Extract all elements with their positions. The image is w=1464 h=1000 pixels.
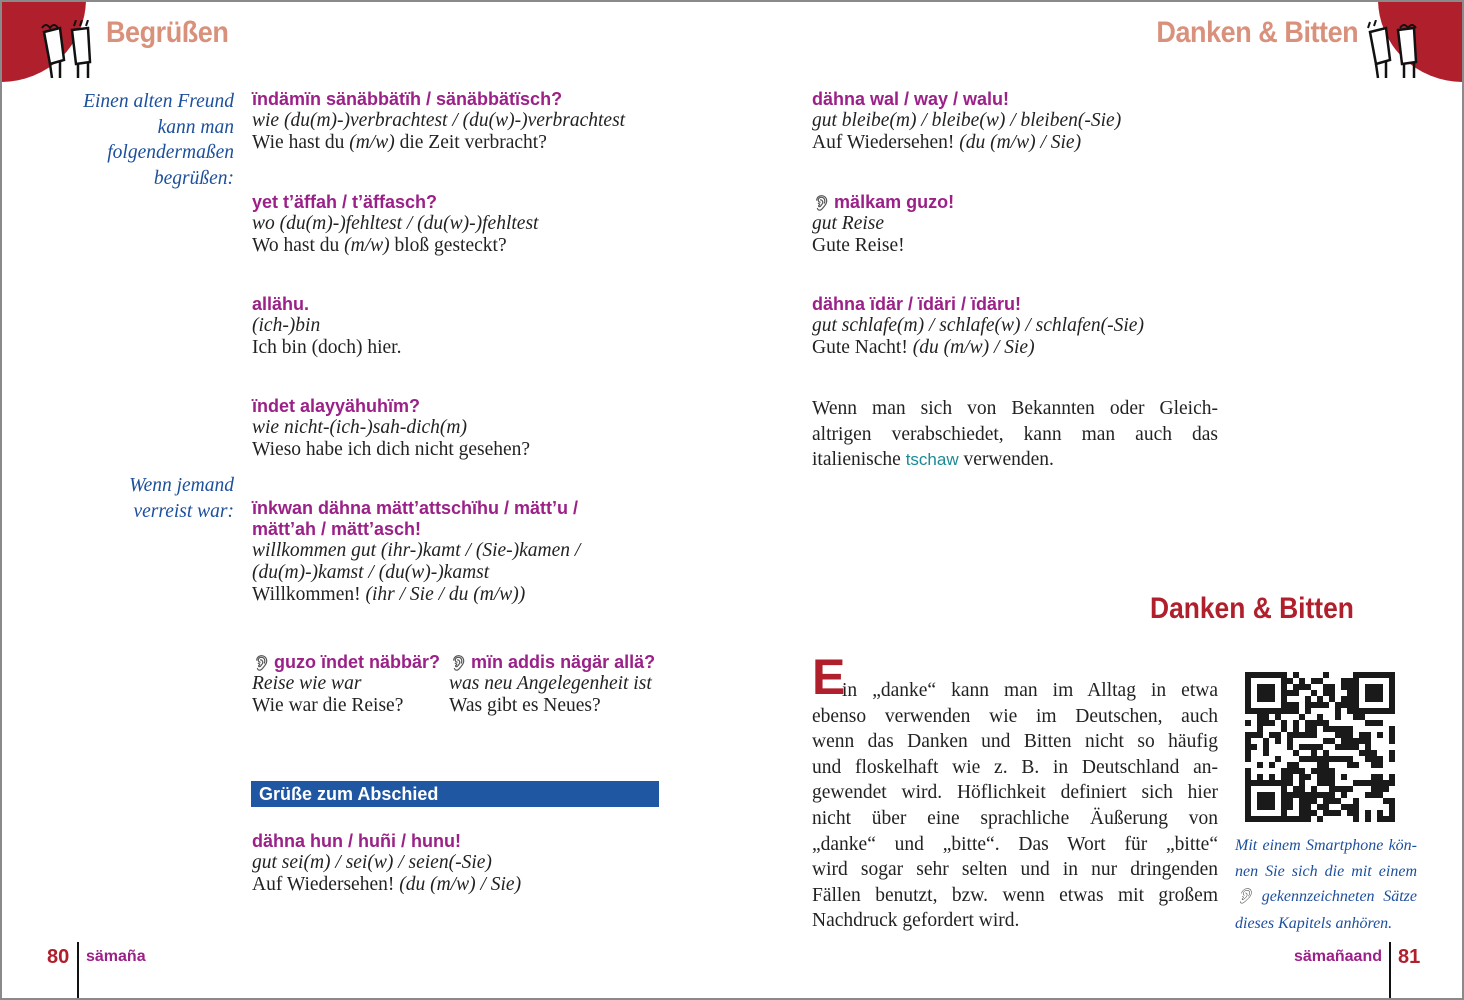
caption-line: dieses Kapitels anhören. — [1235, 914, 1393, 932]
ear-audio-icon: 👂︎ — [812, 195, 832, 212]
side-note-greeting — [83, 89, 234, 191]
footer-divider — [1389, 942, 1391, 1000]
side-note-line: verreist war: — [133, 500, 234, 522]
phrase-entry-audio — [812, 192, 954, 257]
farewell-note — [812, 396, 1218, 473]
phrase: dähna hun / huñi / hunu! — [252, 831, 461, 851]
body-line: nicht über eine sprachliche Äußerung von — [812, 807, 1218, 829]
phrase-entry-audio — [252, 652, 440, 717]
section-heading: Danken & Bitten — [1150, 592, 1354, 625]
literal-translation: wie (du(m)-)verbrachtest / (du(w)-)verbrachtest — [252, 110, 626, 131]
phrase: allähu. — [252, 294, 310, 314]
translation: Willkommen! (ihr / Sie / du (m/w)) — [252, 584, 526, 605]
ear-audio-icon: 👂︎ — [449, 655, 469, 672]
body-paragraph — [812, 678, 1218, 934]
literal-translation: willkommen gut (ihr-)kamt / (Sie-)kamen / — [252, 540, 581, 561]
side-note-line: folgendermaßen — [107, 142, 234, 164]
page-number-left: 80 — [47, 946, 70, 968]
caption-line: nen Sie sich die mit einem — [1235, 862, 1417, 880]
phrase-entry — [252, 89, 625, 154]
note-line: italienische tschaw verwenden. — [812, 449, 1054, 471]
translation: Wie war die Reise? — [252, 695, 404, 716]
side-note-line: Wenn jemand — [129, 475, 234, 496]
phrase-entry — [252, 192, 538, 257]
phrase-entry — [252, 831, 521, 896]
qr-code[interactable] — [1245, 672, 1395, 822]
side-note-line: begrüßen: — [153, 167, 234, 189]
phrase: 👂︎ mïn addis nägär allä? — [449, 652, 656, 672]
phrase: dähna ïdär / ïdäri / ïdäru! — [812, 294, 1022, 314]
phrase: 👂︎ guzo ïndet näbbär? — [252, 652, 441, 672]
translation: Wieso habe ich dich nicht gesehen? — [252, 439, 531, 460]
ear-audio-icon: 👂︎ — [1235, 889, 1259, 906]
footer-label-right: sämañaand — [1293, 948, 1382, 965]
phrase-entry — [812, 294, 1144, 359]
two-faces-icon — [38, 20, 104, 80]
body-line: und floskelhaft wie z. B. in Deutschland an- — [812, 756, 1218, 778]
phrase-entry — [812, 89, 1121, 154]
phrase: dähna wal / way / walu! — [812, 89, 1010, 109]
phrase-entry-audio — [449, 652, 655, 717]
caption-line: Mit einem Smartphone kön- — [1235, 837, 1417, 854]
phrase-entry — [252, 498, 580, 606]
side-note-travel — [129, 473, 234, 524]
ear-audio-icon: 👂︎ — [252, 655, 272, 672]
body-line: wenn das Danken und Bitten nicht so häufig — [812, 731, 1218, 753]
page-title-right: Danken & Bitten — [1156, 16, 1358, 49]
body-line: Nachdruck gefordert wird. — [812, 910, 1020, 932]
literal-translation: (du(m)-)kamst / (du(w)-)kamst — [252, 562, 490, 583]
footer-divider — [77, 942, 79, 1000]
literal-translation: gut bleibe(m) / bleibe(w) / bleiben(-Sie) — [812, 110, 1122, 131]
literal-translation: wie nicht-(ich-)sah-dich(m) — [252, 417, 467, 438]
note-line: altrigen verabschiedet, kann man auch das — [812, 423, 1218, 445]
highlight-word: tschaw — [905, 450, 959, 470]
body-line: ebenso verwenden wie im Deutschen, auch — [812, 705, 1218, 727]
literal-translation: gut Reise — [812, 213, 885, 234]
phrase: ïndämïn sänäbbätïh / sänäbbätïsch? — [252, 89, 563, 109]
translation: Wie hast du (m/w) die Zeit verbracht? — [252, 132, 547, 153]
phrase: 👂︎ mälkam guzo! — [812, 192, 955, 212]
qr-caption — [1235, 833, 1417, 936]
phrase: yet t’äffah / t’äffasch? — [252, 192, 438, 212]
side-note-line: Einen alten Freund — [83, 91, 234, 112]
literal-translation: Reise wie war — [252, 673, 362, 694]
phrase-entry — [252, 294, 401, 359]
translation: Gute Nacht! (du (m/w) / Sie) — [812, 337, 1035, 358]
phrase: ïnkwan dähna mätt’attschïhu / mätt’u / — [252, 498, 579, 518]
translation: Gute Reise! — [812, 235, 905, 256]
phrase: mätt’ah / mätt’asch! — [252, 519, 422, 539]
literal-translation: gut schlafe(m) / schlafe(w) / schlafen(-Sie) — [812, 315, 1144, 336]
body-line: gewendet wird. Höflichkeit definiert sich hier — [812, 782, 1218, 804]
page-title-left: Begrüßen — [106, 16, 229, 49]
translation: Wo hast du (m/w) bloß gesteckt? — [252, 235, 507, 256]
body-line: Fällen benutzt, bzw. wenn etwas mit großem — [812, 884, 1218, 906]
literal-translation: gut sei(m) / sei(w) / seien(-Sie) — [252, 852, 492, 873]
page-number-right: 81 — [1398, 946, 1421, 968]
phrase-entry — [252, 396, 530, 461]
translation: Ich bin (doch) hier. — [252, 337, 402, 358]
phrase: ïndet alayyähuhïm? — [252, 396, 421, 416]
note-line: Wenn man sich von Bekannten oder Gleich- — [812, 398, 1218, 419]
body-line: wird sogar sehr selten und in nur dringenden — [812, 859, 1218, 881]
drop-cap: E — [812, 649, 846, 705]
caption-line: 👂︎ gekennzeichneten Sätze — [1235, 888, 1417, 906]
literal-translation: was neu Angelegenheit ist — [449, 673, 652, 694]
literal-translation: wo (du(m)-)fehltest / (du(w)-)fehltest — [252, 213, 539, 234]
translation: Auf Wiedersehen! (du (m/w) / Sie) — [812, 132, 1082, 153]
translation: Auf Wiedersehen! (du (m/w) / Sie) — [252, 874, 522, 895]
footer-label-left: sämaña — [86, 948, 146, 965]
section-header-farewell: Grüße zum Abschied — [251, 781, 659, 807]
body-line: „danke“ und „bitte“. Das Wort für „bitte“ — [812, 833, 1218, 855]
body-line: in „danke“ kann man im Alltag in etwa — [842, 680, 1218, 701]
two-faces-icon — [1364, 20, 1430, 80]
literal-translation: (ich-)bin — [252, 315, 321, 336]
side-note-line: kann man — [157, 116, 234, 138]
translation: Was gibt es Neues? — [449, 695, 601, 716]
